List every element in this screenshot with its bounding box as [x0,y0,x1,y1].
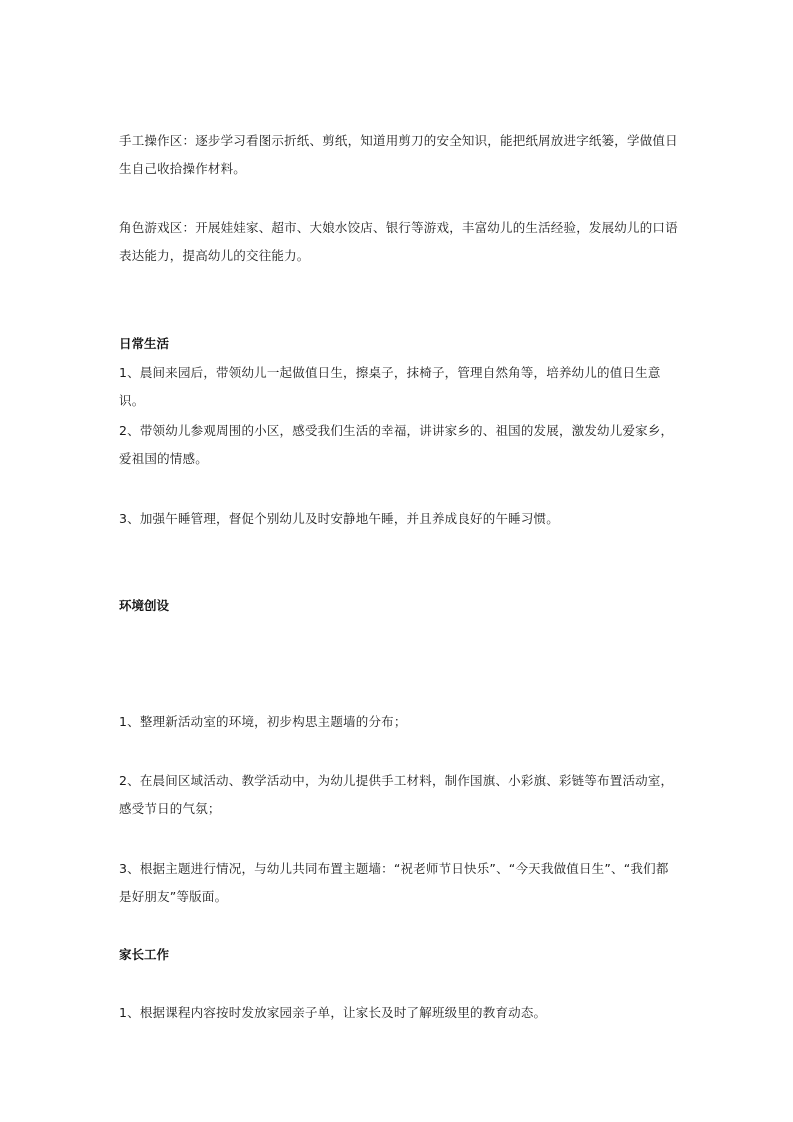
daily-life-heading: 日常生活 [119,336,170,351]
roleplay-area-paragraph: 角色游戏区：开展娃娃家、超市、大娘水饺店、银行等游戏，丰富幼儿的生活经验，发展幼儿的口语表达能力，提高幼儿的交往能力。 [119,220,678,263]
environment-item-1: 1、整理新活动室的环境，初步构思主题墙的分布； [119,714,407,729]
environment-heading: 环境创设 [119,598,170,613]
handcraft-area-paragraph: 手工操作区：逐步学习看图示折纸、剪纸，知道用剪刀的安全知识，能把纸屑放进字纸篓，学做值日生自己收拾操作材料。 [119,133,678,176]
environment-item-3: 3、根据主题进行情况，与幼儿共同布置主题墙：“祝老师节日快乐”、“今天我做值日生”、“我们都是好朋友”等版面。 [119,861,669,904]
daily-life-item-1: 1、晨间来园后，带领幼儿一起做值日生，擦桌子，抹椅子，管理自然角等，培养幼儿的值日生意识。 [119,365,661,408]
parents-work-heading: 家长工作 [119,947,170,962]
daily-life-item-3: 3、加强午睡管理，督促个别幼儿及时安静地午睡，并且养成良好的午睡习惯。 [119,511,559,526]
parents-work-item-1: 1、根据课程内容按时发放家园亲子单，让家长及时了解班级里的教育动态。 [119,1005,547,1020]
daily-life-item-2: 2、带领幼儿参观周围的小区，感受我们生活的幸福，讲讲家乡的、祖国的发展，激发幼儿爱家乡，爱祖国的情感。 [119,423,674,466]
environment-item-2: 2、在晨间区域活动、教学活动中，为幼儿提供手工材料，制作国旗、小彩旗、彩链等布置活动室，感受节日的气氛； [119,773,674,816]
